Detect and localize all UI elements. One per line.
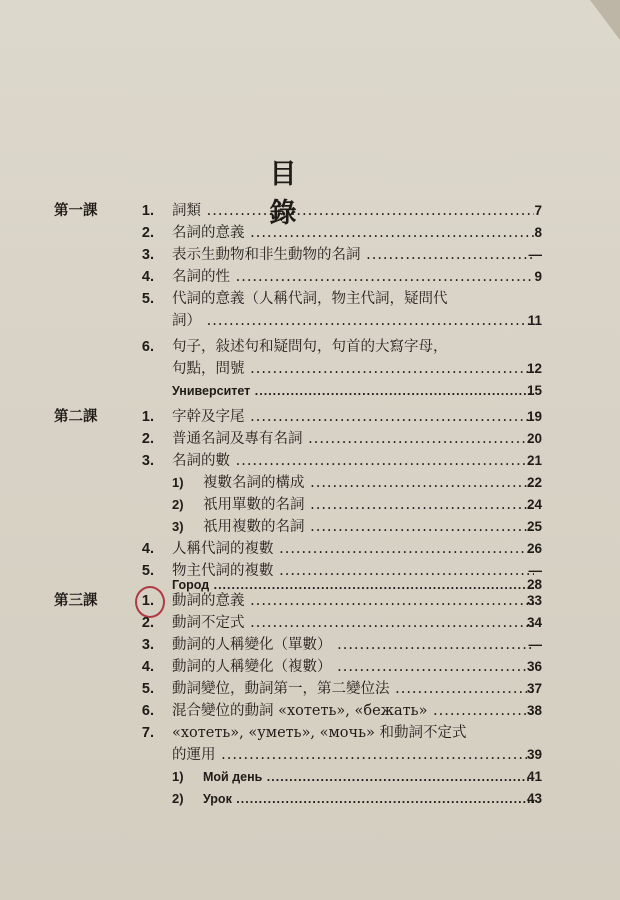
page-number: 8 (534, 225, 542, 240)
item-number: 2. (141, 615, 154, 631)
item-title: 祇用複數的名詞 ..... (203, 516, 534, 538)
item-title: Мой день ..... (203, 766, 534, 788)
toc-entry (0, 244, 620, 266)
item-number: 7. (141, 725, 154, 741)
item-title: «хотеть», «уметь», «мочь» 和動詞不定式 (172, 725, 467, 741)
item-title: 句子，敍述句和疑問句，句首的大寫字母， (172, 339, 448, 355)
item-number: 4. (141, 269, 154, 285)
page-number: 15 (526, 383, 542, 398)
page-number: 43 (526, 791, 542, 806)
folded-corner (590, 0, 620, 40)
item-title: 人稱代詞的複數 ..... (172, 538, 534, 560)
page-number: 19 (526, 409, 542, 424)
item-title: 複數名詞的構成 ..... (203, 472, 534, 494)
item-title: 名詞的意義 ..... (172, 222, 534, 244)
item-title: Город ..... (172, 574, 534, 596)
lesson-label: 第一課 (54, 203, 98, 219)
toc-subentry (0, 472, 620, 494)
item-number: 5. (141, 563, 154, 579)
item-number: 1. (141, 593, 154, 609)
page-number: 34 (526, 615, 542, 630)
item-title: 名詞的性 ..... (172, 266, 534, 288)
toc-entry (0, 380, 620, 402)
item-title: 祇用單數的名詞 ..... (203, 494, 534, 516)
item-title: 動詞的意義 ..... (172, 590, 534, 612)
page-number: 24 (526, 497, 542, 512)
page-number: 36 (526, 659, 542, 674)
page-number: 28 (526, 577, 542, 592)
toc-entry (0, 288, 620, 310)
item-title: Университет ..... (172, 380, 534, 402)
item-title-continued: 句點，問號 ..... (172, 358, 534, 380)
item-number: 3. (141, 637, 154, 653)
toc-subentry (0, 494, 620, 516)
page-number: 26 (526, 541, 542, 556)
toc-entry (0, 538, 620, 560)
page-number: 38 (526, 703, 542, 718)
item-title: 詞類 ..... (172, 200, 534, 222)
page-number: — (528, 247, 542, 262)
item-title: 名詞的數 ..... (172, 450, 534, 472)
toc-entry (0, 406, 620, 428)
subitem-number: 2) (172, 791, 184, 806)
item-title: Урок ..... (203, 788, 534, 810)
item-title: 動詞變位，動詞第一，第二變位法 ..... (172, 678, 534, 700)
subitem-number: 1) (172, 475, 184, 490)
toc-entry (0, 590, 620, 612)
page-number: 21 (526, 453, 542, 468)
item-title: 動詞的人稱變化（單數） ..... (172, 634, 534, 656)
toc-entry (0, 336, 620, 358)
item-number: 6. (141, 703, 154, 719)
item-number: 4. (141, 659, 154, 675)
page-number: 25 (526, 519, 542, 534)
toc-entry-continued (0, 744, 620, 766)
toc-entry (0, 700, 620, 722)
item-number: 1. (141, 409, 154, 425)
toc-entry (0, 428, 620, 450)
page-number: 37 (526, 681, 542, 696)
item-title: 代詞的意義（人稱代詞，物主代詞，疑問代 (172, 291, 448, 307)
page-number: 20 (526, 431, 542, 446)
page-number: 7 (534, 203, 542, 218)
item-title: 字幹及字尾 ..... (172, 406, 534, 428)
toc-subentry (0, 766, 620, 788)
page-number: — (528, 563, 542, 578)
toc-entry-continued (0, 358, 620, 380)
page-number: — (528, 637, 542, 652)
item-title-continued: 詞） ..... (172, 310, 534, 332)
item-number: 3. (141, 247, 154, 263)
toc-entry (0, 612, 620, 634)
item-number: 3. (141, 453, 154, 469)
item-number: 2. (141, 431, 154, 447)
toc-entry (0, 634, 620, 656)
item-number: 4. (141, 541, 154, 557)
subitem-number: 3) (172, 519, 184, 534)
item-title: 混合變位的動詞 «хотеть», «бежать» ..... (172, 700, 534, 722)
item-title: 動詞不定式 ..... (172, 612, 534, 634)
subitem-number: 1) (172, 769, 184, 784)
toc-entry (0, 222, 620, 244)
lesson-label: 第二課 (54, 409, 98, 425)
toc-entry (0, 450, 620, 472)
page-number: 33 (526, 593, 542, 608)
page-number: 22 (526, 475, 542, 490)
toc-entry (0, 266, 620, 288)
toc-subentry (0, 516, 620, 538)
item-title-continued: 的運用 ..... (172, 744, 534, 766)
item-number: 6. (141, 339, 154, 355)
toc-entry (0, 678, 620, 700)
item-title: 物主代詞的複數 ..... (172, 560, 534, 582)
item-number: 5. (141, 681, 154, 697)
toc-entry (0, 656, 620, 678)
subitem-number: 2) (172, 497, 184, 512)
toc-entry-continued (0, 310, 620, 332)
item-number: 1. (141, 203, 154, 219)
toc-title: 目 錄 (269, 159, 331, 229)
page-number: 39 (526, 747, 542, 762)
toc-entry (0, 722, 620, 744)
toc-subentry (0, 788, 620, 810)
item-number: 2. (141, 225, 154, 241)
page-number: 9 (534, 269, 542, 284)
page-number: 11 (527, 313, 542, 328)
toc-entry (0, 200, 620, 222)
item-number: 5. (141, 291, 154, 307)
item-title: 表示生動物和非生動物的名詞 ..... (172, 244, 534, 266)
lesson-label: 第三課 (54, 593, 98, 609)
page-number: 41 (526, 769, 542, 784)
item-title: 普通名詞及專有名詞 ..... (172, 428, 534, 450)
page-number: 12 (526, 361, 542, 376)
item-title: 動詞的人稱變化（複數） ..... (172, 656, 534, 678)
